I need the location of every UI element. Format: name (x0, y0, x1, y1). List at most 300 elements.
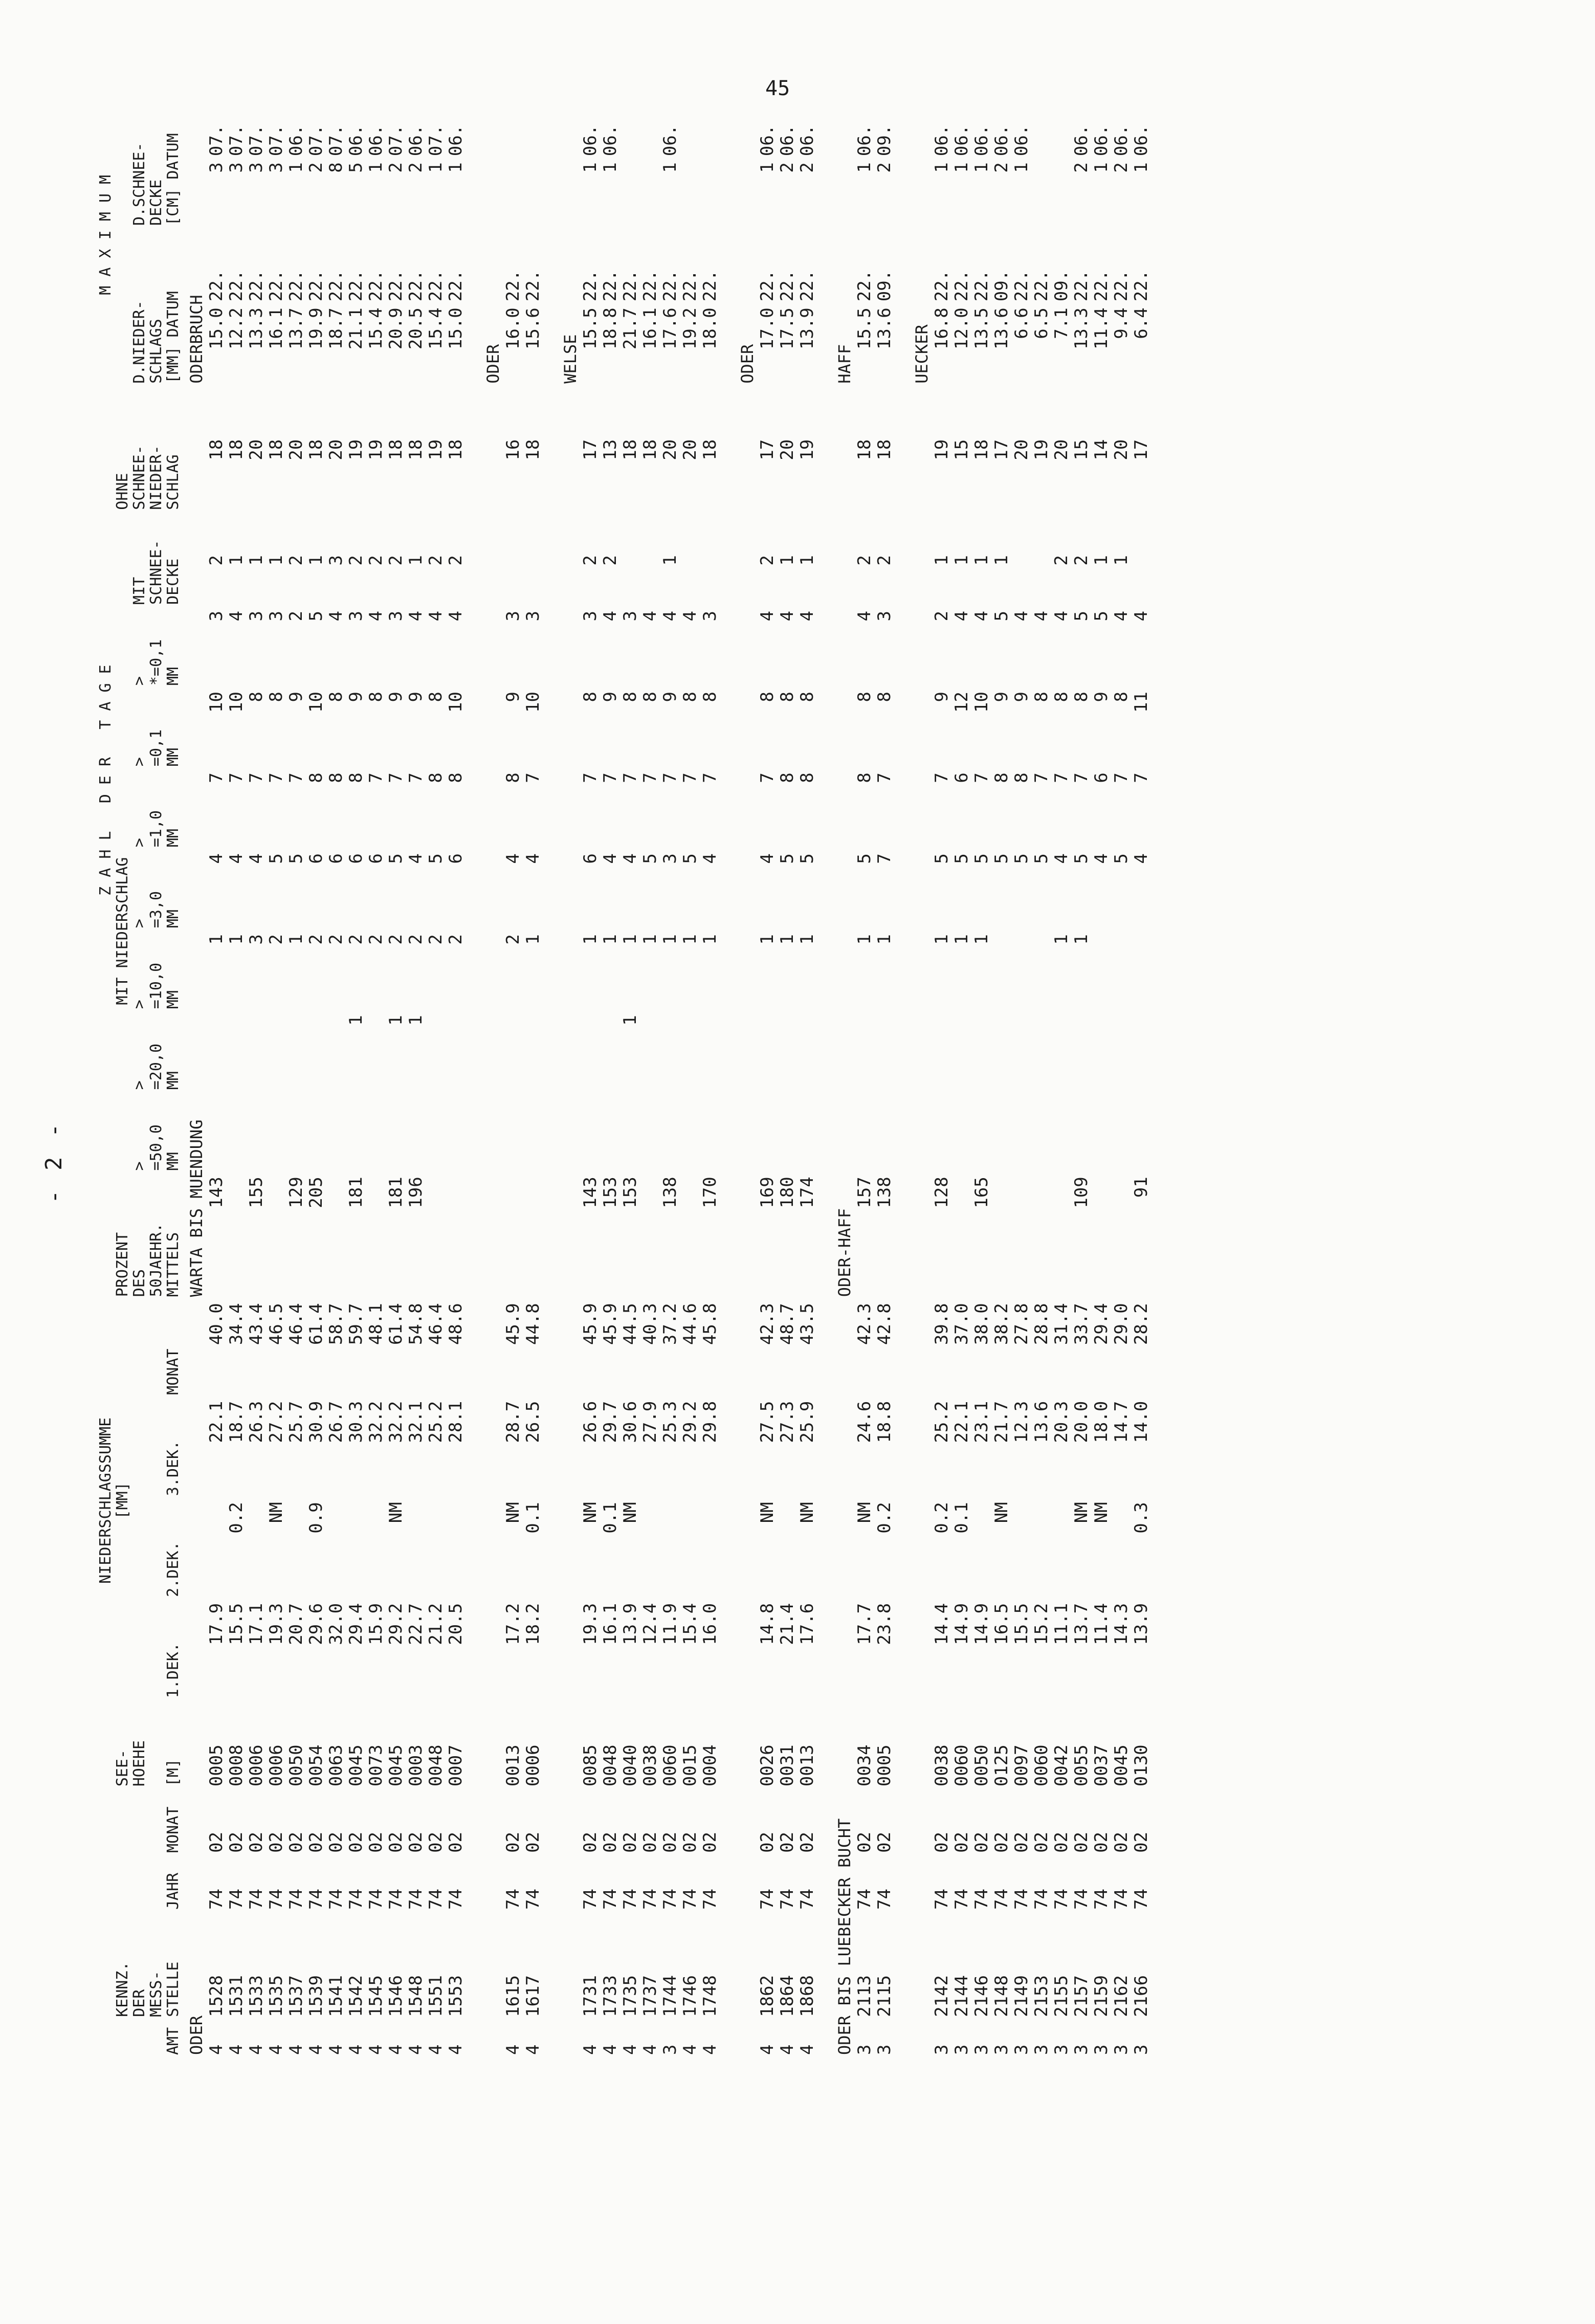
cell-tage-ge-1: 7 (1071, 772, 1092, 783)
cell-tage-ge-star: 2 (932, 610, 952, 622)
cell-tage-ge-50 (1032, 1093, 1052, 1174)
cell-dek2 (326, 1499, 346, 1600)
cell-seehoehe: 0013 (797, 1744, 817, 1787)
cell-tage-ge-01: 8 (874, 692, 895, 702)
cell-tage-mit-schneedecke (503, 513, 523, 608)
cell-tage-ge-10: 1 (523, 934, 543, 945)
cell-seehoehe: 0085 (580, 1744, 601, 1787)
header-ge-star: > *=0,1 MM (130, 639, 182, 686)
cell-tage-ge-3: 4 (620, 853, 640, 864)
cell-tage-ohne-schnee: 18 (620, 439, 640, 460)
cell-monatssumme: 28.2 (1131, 1303, 1151, 1345)
cell-tage-ohne-schnee: 18 (854, 439, 875, 460)
cell-tage-ge-50 (247, 1093, 267, 1174)
cell-dek3: 18.8 (874, 1401, 895, 1443)
cell-tage-ge-50 (778, 1093, 798, 1174)
cell-tage-ge-50 (503, 1093, 523, 1174)
table-row (932, 83, 952, 2058)
cell-dek1: 11.1 (1051, 1603, 1072, 1645)
table-row (1012, 83, 1032, 2058)
cell-tage-ohne-schnee: 19 (1031, 439, 1052, 460)
cell-monat: 02 (620, 1831, 640, 1853)
cell-dek1: 16.5 (991, 1603, 1012, 1645)
section-river (543, 387, 581, 1300)
cell-max-niederschlag-datum: 22. (700, 270, 720, 302)
cell-max-schneedecke-datum: 06. (971, 124, 992, 157)
cell-tage-ge-1: 6 (951, 772, 972, 783)
cell-prozent (992, 1174, 1012, 1300)
cell-dek3: 25.2 (426, 1401, 446, 1443)
cell-prozent: 174 (797, 1177, 817, 1208)
cell-dek1: 11.4 (1091, 1603, 1112, 1645)
cell-seehoehe: 0026 (757, 1744, 778, 1787)
cell-tage-ge-3: 5 (1071, 853, 1092, 864)
cell-tage-ge-10: 1 (797, 934, 817, 945)
cell-monat: 02 (1131, 1831, 1151, 1853)
cell-tage-ohne-schnee: 17 (580, 439, 601, 460)
cell-seehoehe: 0060 (660, 1744, 680, 1787)
cell-max-niederschlag: 13.6 (874, 307, 895, 350)
cell-tage-ge-1: 7 (386, 772, 406, 783)
cell-tage-ge-star: 4 (660, 610, 680, 622)
cell-dek2 (660, 1499, 680, 1600)
cell-dek3: 29.7 (600, 1401, 621, 1443)
cell-amt: 4 (426, 2044, 446, 2055)
cell-dek2: 0.3 (1131, 1502, 1151, 1534)
cell-max-niederschlag-datum: 22. (1111, 270, 1132, 302)
cell-tage-mit-schneedecke (1132, 513, 1151, 608)
cell-max-schneedecke: 2 (797, 162, 817, 173)
cell-jahr: 74 (386, 1889, 406, 1910)
cell-tage-ge-50 (326, 1093, 346, 1174)
cell-max-niederschlag-datum: 22. (366, 270, 386, 302)
cell-monatssumme: 48.6 (446, 1303, 466, 1345)
cell-tage-ge-50 (1092, 1093, 1112, 1174)
cell-tage-ge-10: 1 (680, 934, 700, 945)
cell-tage-ge-10: 2 (503, 934, 523, 945)
cell-tage-ge-3: 4 (226, 853, 247, 864)
cell-tage-ohne-schnee: 18 (640, 439, 660, 460)
section-sublabel: ODERBRUCH (187, 295, 206, 384)
section-sublabel: WELSE (561, 334, 580, 384)
section-region (466, 1300, 503, 2058)
cell-seehoehe: 0048 (426, 1744, 446, 1787)
cell-max-niederschlag: 20.9 (386, 307, 406, 350)
cell-tage-ge-1: 8 (446, 772, 466, 783)
cell-dek2: 0.2 (226, 1502, 247, 1534)
cell-monat: 02 (266, 1831, 286, 1853)
cell-tage-mit-schneedecke (621, 513, 640, 608)
cell-tage-ge-1: 8 (854, 772, 875, 783)
cell-tage-ge-3: 5 (386, 853, 406, 864)
cell-jahr: 74 (306, 1889, 326, 1910)
cell-monat: 02 (446, 1831, 466, 1853)
cell-dek2: 0.2 (932, 1502, 952, 1534)
table-row (1032, 83, 1052, 2058)
cell-kennz: 2144 (951, 1975, 972, 2017)
header-monat: MONAT (164, 1806, 182, 1853)
cell-monat: 02 (406, 1831, 426, 1853)
cell-seehoehe: 0013 (503, 1744, 523, 1787)
cell-tage-ge-3: 4 (1051, 853, 1072, 864)
cell-amt: 4 (700, 2044, 720, 2055)
cell-monatssumme: 40.0 (206, 1303, 227, 1345)
cell-jahr: 74 (874, 1889, 895, 1910)
cell-monatssumme: 46.5 (266, 1303, 286, 1345)
cell-max-schneedecke-datum: 07. (306, 124, 326, 157)
cell-monatssumme: 45.9 (580, 1303, 601, 1345)
section-sublabel: UECKER (912, 324, 932, 384)
cell-max-schneedecke (640, 159, 660, 229)
section-region (543, 1300, 581, 2058)
cell-dek3: 28.1 (446, 1401, 466, 1443)
header-mit-schneedecke: MIT SCHNEE- DECKE (130, 540, 182, 605)
cell-dek1: 14.4 (932, 1603, 952, 1645)
cell-tage-ge-50 (1052, 1093, 1072, 1174)
cell-tage-ge-1: 7 (206, 772, 227, 783)
cell-tage-ge-20 (426, 1012, 446, 1093)
cell-max-niederschlag-datum: 09. (991, 270, 1012, 302)
cell-seehoehe: 0004 (700, 1744, 720, 1787)
header-dek1: 1.DEK. (164, 1643, 182, 1698)
cell-amt: 3 (932, 2044, 952, 2055)
cell-max-schneedecke-datum: 06. (580, 124, 601, 157)
cell-dek3: 25.7 (286, 1401, 306, 1443)
cell-tage-ge-1: 7 (700, 772, 720, 783)
cell-max-niederschlag-datum: 22. (226, 270, 247, 302)
cell-jahr: 74 (951, 1889, 972, 1910)
cell-dek3: 20.0 (1071, 1401, 1092, 1443)
cell-tage-ge-10 (1012, 931, 1032, 1012)
cell-max-niederschlag-datum: 22. (620, 270, 640, 302)
cell-tage-ge-01: 8 (797, 692, 817, 702)
cell-max-schneedecke-datum: 06. (286, 124, 306, 157)
cell-dek3: 25.2 (932, 1401, 952, 1443)
cell-tage-ge-50 (798, 1093, 817, 1174)
cell-max-schneedecke-datum: 06. (1071, 124, 1092, 157)
cell-tage-ge-10: 2 (266, 934, 286, 945)
cell-dek2: NM (386, 1502, 406, 1523)
cell-tage-mit-schneedecke: 2 (366, 555, 386, 566)
cell-monat: 02 (1071, 1831, 1092, 1853)
cell-max-schneedecke: 1 (971, 162, 992, 173)
cell-dek1: 19.3 (266, 1603, 286, 1645)
cell-tage-ge-3: 4 (406, 853, 426, 864)
cell-monatssumme: 46.4 (426, 1303, 446, 1345)
cell-tage-ge-star: 4 (226, 610, 247, 622)
cell-tage-ge-3: 5 (640, 853, 660, 864)
cell-jahr: 74 (1111, 1889, 1132, 1910)
page-number: 45 (765, 77, 790, 100)
cell-monat: 02 (757, 1831, 778, 1853)
cell-dek3: 18.0 (1091, 1401, 1112, 1443)
cell-tage-mit-schneedecke: 1 (406, 555, 426, 566)
cell-tage-ge-1: 8 (797, 772, 817, 783)
header-dek2: 2.DEK. (164, 1541, 182, 1597)
table-row (406, 83, 426, 2058)
cell-tage-ge-star: 3 (246, 610, 267, 622)
cell-tage-mit-schneedecke: 2 (854, 555, 875, 566)
cell-max-niederschlag-datum: 22. (640, 270, 660, 302)
cell-tage-ge-star: 4 (426, 610, 446, 622)
cell-tage-ge-10: 1 (660, 934, 680, 945)
cell-tage-ge-20 (932, 1012, 952, 1093)
cell-prozent (503, 1174, 523, 1300)
cell-max-niederschlag-datum: 22. (1011, 270, 1032, 302)
cell-dek2 (406, 1499, 426, 1600)
cell-max-schneedecke: 8 (326, 162, 346, 173)
header-ge-1: > =1,0 MM (130, 810, 182, 848)
cell-dek2 (346, 1499, 366, 1600)
cell-max-schneedecke: 1 (600, 162, 621, 173)
cell-seehoehe: 0042 (1051, 1744, 1072, 1787)
cell-tage-ge-3: 6 (326, 853, 346, 864)
cell-tage-ge-20 (1072, 1012, 1092, 1093)
cell-tage-ge-20 (503, 1012, 523, 1093)
cell-tage-ge-1: 7 (266, 772, 286, 783)
cell-dek1: 18.2 (523, 1603, 543, 1645)
cell-dek1: 15.9 (366, 1603, 386, 1645)
cell-tage-mit-schneedecke: 2 (286, 555, 306, 566)
cell-dek3: 32.1 (406, 1401, 426, 1443)
cell-jahr: 74 (1031, 1889, 1052, 1910)
section-sublabel: ODER (738, 344, 757, 384)
cell-max-schneedecke: 2 (1111, 162, 1132, 173)
cell-dek3: 13.6 (1031, 1401, 1052, 1443)
cell-dek1: 14.3 (1111, 1603, 1132, 1645)
cell-tage-ge-star: 5 (1071, 610, 1092, 622)
cell-max-schneedecke: 2 (1071, 162, 1092, 173)
cell-tage-ge-01: 8 (640, 692, 660, 702)
cell-tage-ge-10: 1 (951, 934, 972, 945)
cell-seehoehe: 0045 (346, 1744, 366, 1787)
cell-tage-ge-01: 9 (991, 692, 1012, 702)
cell-tage-ge-star: 4 (854, 610, 875, 622)
cell-monatssumme: 28.8 (1031, 1303, 1052, 1345)
cell-tage-ohne-schnee: 14 (1091, 439, 1112, 460)
cell-kennz: 1735 (620, 1975, 640, 2017)
cell-monat: 02 (426, 1831, 446, 1853)
cell-amt: 4 (286, 2044, 306, 2055)
cell-tage-ge-20 (523, 1012, 543, 1093)
cell-tage-ge-50 (523, 1093, 543, 1174)
cell-max-niederschlag: 18.8 (600, 307, 621, 350)
cell-dek1: 17.9 (206, 1603, 227, 1645)
cell-jahr: 74 (620, 1889, 640, 1910)
cell-dek1: 11.9 (660, 1603, 680, 1645)
cell-tage-ge-01: 9 (286, 692, 306, 702)
cell-prozent: 205 (306, 1177, 326, 1208)
cell-monatssumme: 48.1 (366, 1303, 386, 1345)
cell-max-schneedecke (523, 159, 543, 229)
table-row (1132, 83, 1151, 2058)
cell-max-niederschlag-datum: 22. (660, 270, 680, 302)
cell-tage-ohne-schnee: 20 (1051, 439, 1072, 460)
cell-tage-mit-schneedecke: 2 (1071, 555, 1092, 566)
cell-dek2 (778, 1499, 798, 1600)
cell-tage-ge-3: 5 (1031, 853, 1052, 864)
cell-tage-ge-50 (366, 1093, 386, 1174)
cell-max-niederschlag-datum: 09. (1051, 270, 1072, 302)
cell-tage-mit-schneedecke: 1 (306, 555, 326, 566)
cell-tage-ge-50 (286, 1093, 306, 1174)
cell-tage-ohne-schnee: 15 (951, 439, 972, 460)
cell-kennz: 1548 (406, 1975, 426, 2017)
cell-seehoehe: 0005 (206, 1744, 227, 1787)
cell-max-schneedecke: 1 (660, 162, 680, 173)
cell-tage-ge-10: 2 (346, 934, 366, 945)
cell-tage-ge-3: 5 (1011, 853, 1032, 864)
cell-tage-ge-10 (1092, 931, 1112, 1012)
cell-tage-ge-50 (386, 1093, 406, 1174)
cell-jahr: 74 (366, 1889, 386, 1910)
cell-prozent: 181 (346, 1177, 366, 1208)
cell-monat: 02 (1111, 1831, 1132, 1853)
cell-tage-ge-01: 10 (971, 692, 992, 713)
cell-dek1: 29.4 (346, 1603, 366, 1645)
cell-tage-ohne-schnee: 20 (286, 439, 306, 460)
section-header-row (543, 83, 581, 2058)
table-row (446, 83, 466, 2058)
cell-monat: 02 (991, 1831, 1012, 1853)
table-row (621, 83, 640, 2058)
cell-jahr: 74 (680, 1889, 700, 1910)
header-max-schneedecke: D.SCHNEE- DECKE [CM] DATUM (130, 133, 182, 226)
cell-max-niederschlag: 18.0 (700, 307, 720, 350)
cell-kennz: 2148 (991, 1975, 1012, 2017)
cell-max-schneedecke (680, 159, 700, 229)
cell-tage-ge-01: 9 (1091, 692, 1112, 702)
cell-tage-ge-1: 7 (600, 772, 621, 783)
cell-max-niederschlag-datum: 22. (797, 270, 817, 302)
cell-prozent (680, 1174, 700, 1300)
cell-tage-ohne-schnee: 20 (680, 439, 700, 460)
cell-max-niederschlag: 15.4 (426, 307, 446, 350)
cell-tage-mit-schneedecke: 1 (246, 555, 267, 566)
cell-monatssumme: 42.3 (854, 1303, 875, 1345)
cell-seehoehe: 0060 (1031, 1744, 1052, 1787)
cell-monat: 02 (523, 1831, 543, 1853)
cell-amt: 4 (366, 2044, 386, 2055)
cell-tage-mit-schneedecke: 2 (346, 555, 366, 566)
cell-dek2: NM (503, 1502, 523, 1523)
cell-tage-ge-10: 1 (580, 934, 601, 945)
cell-dek2 (680, 1499, 700, 1600)
cell-tage-ge-3: 6 (306, 853, 326, 864)
cell-tage-ge-50 (660, 1093, 680, 1174)
cell-max-schneedecke-datum (503, 83, 523, 159)
cell-tage-ge-01: 9 (503, 692, 523, 702)
cell-dek3: 21.7 (991, 1401, 1012, 1443)
cell-kennz: 1862 (757, 1975, 778, 2017)
cell-tage-ge-1: 8 (306, 772, 326, 783)
table-row (601, 83, 621, 2058)
cell-tage-ge-50 (207, 1093, 227, 1174)
precipitation-table-area (97, 83, 1151, 2058)
cell-max-niederschlag: 9.4 (1111, 307, 1132, 339)
cell-prozent (1032, 1174, 1052, 1300)
cell-max-schneedecke (621, 159, 640, 229)
cell-max-schneedecke-datum (1032, 83, 1052, 159)
cell-prozent: 143 (206, 1177, 227, 1208)
cell-tage-ge-1: 8 (991, 772, 1012, 783)
cell-tage-ge-3: 6 (446, 853, 466, 864)
cell-max-niederschlag: 6.4 (1131, 307, 1151, 339)
cell-tage-ge-1: 8 (346, 772, 366, 783)
cell-dek2: NM (266, 1502, 286, 1523)
cell-kennz: 1535 (266, 1975, 286, 2017)
cell-max-niederschlag: 17.0 (757, 307, 778, 350)
cell-max-schneedecke-datum: 06. (991, 124, 1012, 157)
cell-tage-ge-20 (1132, 1012, 1151, 1093)
cell-tage-ge-3: 4 (1131, 853, 1151, 864)
cell-dek3: 23.1 (971, 1401, 992, 1443)
cell-max-schneedecke-datum: 06. (406, 124, 426, 157)
cell-max-schneedecke-datum: 06. (1091, 124, 1112, 157)
table-row (992, 83, 1012, 2058)
cell-monatssumme: 44.5 (620, 1303, 640, 1345)
cell-tage-ohne-schnee: 20 (777, 439, 798, 460)
cell-dek2: 0.1 (951, 1502, 972, 1534)
header-dek3: 3.DEK. (164, 1440, 182, 1496)
cell-seehoehe: 0008 (226, 1744, 247, 1787)
cell-dek1: 23.8 (874, 1603, 895, 1645)
cell-tage-ge-3: 5 (951, 853, 972, 864)
cell-max-schneedecke-datum: 06. (932, 124, 952, 157)
cell-dek2: NM (1071, 1502, 1092, 1523)
cell-prozent (366, 1174, 386, 1300)
cell-max-niederschlag: 13.3 (246, 307, 267, 350)
section-region (895, 1300, 932, 2058)
table-row (1092, 83, 1112, 2058)
cell-dek2: 0.1 (523, 1502, 543, 1534)
cell-seehoehe: 0045 (386, 1744, 406, 1787)
cell-tage-ge-10: 2 (426, 934, 446, 945)
cell-max-schneedecke: 2 (386, 162, 406, 173)
cell-dek3: 14.0 (1131, 1401, 1151, 1443)
cell-tage-ge-1: 7 (874, 772, 895, 783)
cell-tage-ohne-schnee: 18 (226, 439, 247, 460)
cell-monat: 02 (503, 1831, 523, 1853)
header-ge-3: > =3,0 MM (130, 891, 182, 928)
cell-max-niederschlag: 15.4 (366, 307, 386, 350)
cell-seehoehe: 0050 (971, 1744, 992, 1787)
cell-max-niederschlag: 17.5 (777, 307, 798, 350)
cell-tage-ge-10: 1 (600, 934, 621, 945)
cell-dek2: NM (854, 1502, 875, 1523)
cell-amt: 4 (680, 2044, 700, 2055)
cell-prozent: 181 (386, 1177, 406, 1208)
cell-tage-ge-star: 3 (523, 610, 543, 622)
cell-tage-ge-star: 4 (1111, 610, 1132, 622)
cell-dek1: 13.9 (1131, 1603, 1151, 1645)
cell-tage-ge-01: 8 (680, 692, 700, 702)
cell-tage-ge-01: 10 (226, 692, 247, 713)
cell-tage-ge-star: 4 (797, 610, 817, 622)
cell-monatssumme: 61.4 (386, 1303, 406, 1345)
cell-dek3: 22.1 (206, 1401, 227, 1443)
cell-max-schneedecke: 2 (306, 162, 326, 173)
cell-tage-ge-star: 3 (620, 610, 640, 622)
cell-tage-ge-01: 8 (854, 692, 875, 702)
cell-dek1: 15.5 (226, 1603, 247, 1645)
cell-tage-ge-star: 5 (991, 610, 1012, 622)
cell-max-schneedecke-datum (1052, 83, 1072, 159)
cell-kennz: 1868 (797, 1975, 817, 2017)
cell-kennz: 1545 (366, 1975, 386, 2017)
cell-dek1: 17.7 (854, 1603, 875, 1645)
cell-kennz: 1541 (326, 1975, 346, 2017)
